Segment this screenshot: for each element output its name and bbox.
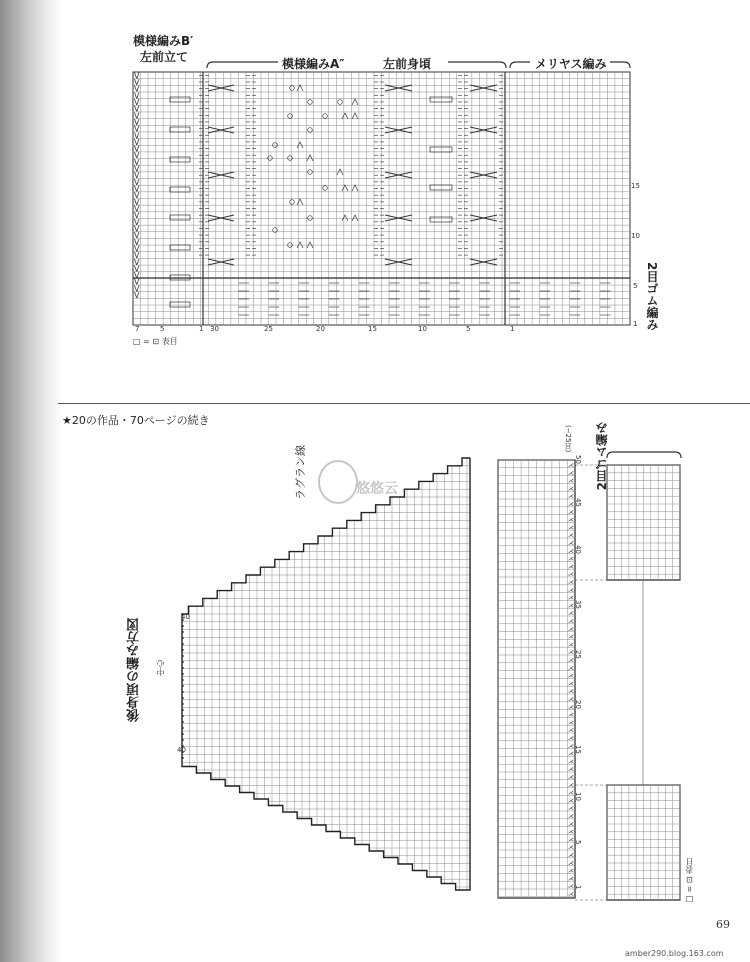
- center-dot: [182, 673, 184, 675]
- decrease-mark: ⋌: [568, 493, 574, 501]
- decrease-mark: ⋌: [568, 680, 574, 688]
- decrease-mark: ⋌: [568, 813, 574, 820]
- decrease-mark: ⋌: [568, 867, 574, 875]
- center-dot: [182, 625, 184, 627]
- decrease-mark: ⋌: [568, 789, 574, 797]
- top-x-num: 20: [316, 325, 325, 333]
- knit-v-mark: V: [134, 77, 140, 87]
- center-dot: [182, 739, 184, 741]
- decrease-mark: ⋌: [568, 555, 574, 563]
- right-num: 50: [574, 455, 582, 464]
- decrease-mark: ⋌: [568, 797, 574, 805]
- left-front-band-label: 左前立て: [140, 50, 189, 64]
- top-y-num: 15: [631, 182, 640, 190]
- knit-v-mark: V: [134, 157, 140, 167]
- decrease-mark: ⋌: [568, 524, 574, 532]
- rows-decrease-label: (−25目): [564, 425, 572, 453]
- center-dot: [182, 697, 184, 699]
- right-num: 25: [574, 650, 582, 659]
- top-x-num: 25: [264, 325, 273, 333]
- knit-v-mark: V: [134, 244, 140, 254]
- decrease-mark: ⋌: [568, 641, 574, 649]
- knit-v-mark: V: [134, 171, 140, 181]
- decrease-mark: ⋌: [568, 532, 574, 540]
- decrease-mark: ⋌: [568, 844, 574, 852]
- top-x-num: 10: [418, 325, 427, 333]
- knit-v-mark: V: [134, 231, 140, 241]
- knit-v-mark: V: [134, 131, 140, 141]
- knit-v-mark: V: [134, 164, 140, 174]
- decrease-mark: ⋌: [568, 688, 574, 696]
- center-dot: [182, 679, 184, 681]
- knit-v-mark: V: [134, 217, 140, 227]
- decrease-mark: ⋌: [568, 649, 574, 657]
- decrease-mark: ⋌: [568, 735, 574, 742]
- top-y-num: 5: [633, 282, 638, 290]
- blog-credit: amber290.blog.163.com: [625, 949, 724, 958]
- right-num: 40: [574, 545, 582, 554]
- knit-v-mark: V: [134, 271, 140, 281]
- decrease-mark: ⋌: [568, 547, 574, 555]
- section-header: ★20の作品・70ページの続き: [62, 414, 210, 427]
- decrease-mark: ⋌: [568, 781, 574, 789]
- decrease-mark: ⋌: [568, 774, 574, 781]
- right-num: 5: [574, 840, 582, 845]
- decrease-mark: ⋌: [568, 727, 574, 735]
- center-dot: [182, 709, 184, 711]
- decrease-mark: ⋌: [568, 508, 574, 516]
- top-y-num: 1: [633, 320, 638, 328]
- decrease-mark: ⋌: [568, 501, 574, 508]
- center-dot: [182, 691, 184, 693]
- center-dot: [182, 643, 184, 645]
- right-num: 35: [574, 600, 582, 609]
- knit-v-mark: V: [134, 91, 140, 101]
- decrease-mark: ⋌: [568, 711, 574, 719]
- right-num: 1: [574, 885, 582, 890]
- rib-bracket: [607, 452, 681, 458]
- raglan-line-label: ラグラン線: [294, 445, 307, 500]
- decrease-mark: ⋌: [568, 477, 574, 485]
- decrease-mark: ⋌: [568, 462, 574, 469]
- right-num: 20: [574, 700, 582, 709]
- knit-v-mark: V: [134, 237, 140, 247]
- decrease-mark: ⋌: [568, 696, 574, 703]
- decrease-mark: ⋌: [568, 633, 574, 641]
- center-dot: [182, 661, 184, 663]
- decrease-mark: ⋌: [568, 571, 574, 579]
- center-dot: [182, 649, 184, 651]
- knit-v-mark: V: [134, 204, 140, 214]
- knit-v-mark: V: [134, 97, 140, 107]
- decrease-mark: ⋌: [568, 758, 574, 766]
- top-x-num: 5: [466, 325, 471, 333]
- center-label: 中心: [156, 660, 165, 676]
- knit-v-mark: V: [134, 197, 140, 207]
- center-dot: [182, 715, 184, 717]
- decrease-mark: ⋌: [568, 625, 574, 633]
- knit-v-mark: V: [134, 124, 140, 134]
- decrease-mark: ⋌: [568, 672, 574, 680]
- top-x-num: 30: [210, 325, 219, 333]
- decrease-mark: ⋌: [568, 719, 574, 727]
- decrease-mark: ⋌: [568, 618, 574, 625]
- stockinette-label: メリヤス編み: [535, 57, 607, 71]
- center-dot: [182, 733, 184, 735]
- decrease-mark: ⋌: [568, 891, 574, 898]
- center-dot: [182, 655, 184, 657]
- watermark-logo-icon: [318, 460, 358, 504]
- decrease-mark: ⋌: [568, 805, 574, 813]
- knit-v-mark: V: [134, 257, 140, 267]
- left-num: 40: [181, 613, 190, 621]
- knit-v-mark: V: [134, 177, 140, 187]
- knit-v-mark: V: [134, 211, 140, 221]
- knit-v-mark: V: [134, 117, 140, 127]
- knit-v-mark: V: [134, 84, 140, 94]
- center-dot: [182, 637, 184, 639]
- top-x-num: 15: [368, 325, 377, 333]
- bottom-legend: □ = ⊡ 表目: [685, 858, 694, 905]
- decrease-mark: ⋌: [568, 859, 574, 867]
- decrease-mark: ⋌: [568, 883, 574, 891]
- decrease-mark: ⋌: [568, 594, 574, 602]
- knit-v-mark: V: [134, 291, 140, 301]
- decrease-mark: ⋌: [568, 516, 574, 524]
- decrease-mark: ⋌: [568, 602, 574, 610]
- knit-v-mark: V: [134, 137, 140, 147]
- decrease-mark: ⋌: [568, 610, 574, 618]
- decrease-mark: ⋌: [568, 875, 574, 883]
- knit-v-mark: V: [134, 277, 140, 287]
- center-dot: [182, 667, 184, 669]
- top-legend: □ = ⊡ 表目: [133, 337, 178, 346]
- knit-v-mark: V: [134, 191, 140, 201]
- top-x-num: 1: [199, 325, 204, 333]
- center-dot: [182, 757, 184, 759]
- left-front-body-label: 左前身頃: [383, 57, 432, 71]
- center-dot: [182, 703, 184, 705]
- center-dot: [182, 685, 184, 687]
- decrease-mark: ⋌: [568, 469, 574, 477]
- pattern-b-label: 模様編みB′: [133, 34, 194, 48]
- decrease-mark: ⋌: [568, 836, 574, 844]
- decrease-mark: ⋌: [568, 540, 574, 547]
- center-dot: [182, 721, 184, 723]
- decrease-mark: ⋌: [568, 485, 574, 493]
- knit-v-mark: V: [134, 224, 140, 234]
- decrease-mark: ⋌: [568, 828, 574, 836]
- top-y-num: 10: [631, 232, 640, 240]
- knit-v-mark: V: [134, 151, 140, 161]
- triangle-outline: [182, 458, 470, 890]
- decrease-mark: ⋌: [568, 703, 574, 711]
- decrease-mark: ⋌: [568, 766, 574, 774]
- knit-v-mark: V: [134, 284, 140, 294]
- top-x-num: 5: [160, 325, 165, 333]
- knit-v-mark: V: [134, 111, 140, 121]
- rib-label-top: 2目ゴム編み: [645, 262, 659, 331]
- knit-v-mark: V: [134, 144, 140, 154]
- rib-label-bottom: 2目ゴム編み: [595, 422, 609, 491]
- decrease-mark: ⋌: [568, 820, 574, 828]
- knit-v-mark: V: [134, 184, 140, 194]
- knit-v-mark: V: [134, 264, 140, 274]
- right-num: 15: [574, 745, 582, 754]
- top-x-num: 1: [510, 325, 515, 333]
- decrease-mark: ⋌: [568, 742, 574, 750]
- center-dot: [182, 631, 184, 633]
- pattern-a-label: 模様編みA″: [282, 57, 345, 71]
- top-x-num: 7: [135, 325, 140, 333]
- decrease-mark: ⋌: [568, 664, 574, 672]
- knit-v-mark: V: [134, 251, 140, 261]
- decrease-mark: ⋌: [568, 579, 574, 586]
- right-num: 10: [574, 792, 582, 801]
- right-num: 45: [574, 498, 582, 507]
- decrease-mark: ⋌: [568, 586, 574, 594]
- page-number: 69: [716, 918, 730, 931]
- decrease-mark: ⋌: [568, 563, 574, 571]
- decrease-mark: ⋌: [568, 852, 574, 859]
- watermark-text: 悠悠云: [356, 481, 398, 497]
- knit-v-mark: V: [134, 104, 140, 114]
- knit-v-mark: V: [134, 71, 140, 81]
- decrease-mark: ⋌: [568, 657, 574, 664]
- back-body-title: 後身頃の編み方図: [127, 618, 142, 722]
- left-num: 40: [177, 746, 186, 754]
- center-dot: [182, 727, 184, 729]
- decrease-mark: ⋌: [568, 750, 574, 758]
